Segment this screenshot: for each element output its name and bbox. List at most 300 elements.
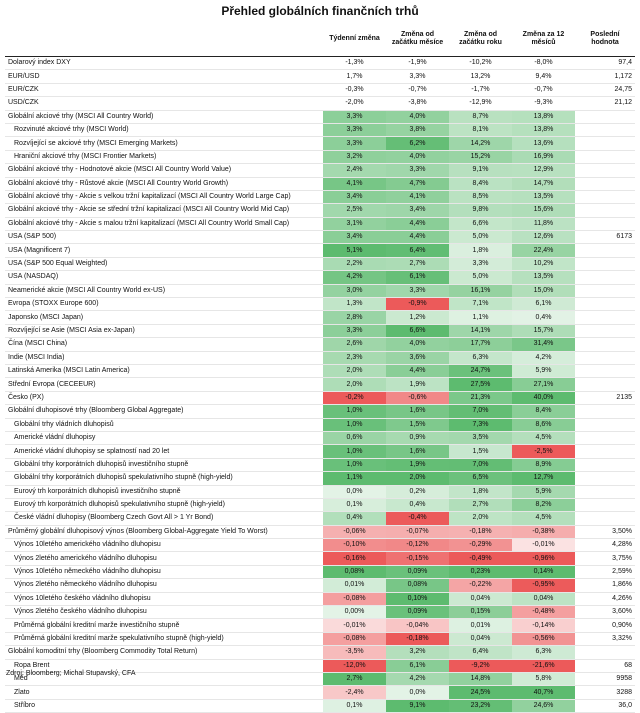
row-label: Americké vládní dluhopisy — [5, 431, 323, 444]
cell-last-value — [575, 498, 635, 511]
cell-weekly: -12,0% — [323, 659, 386, 672]
table-row — [5, 57, 635, 70]
cell-ytd: 6,3% — [449, 351, 512, 364]
table-row — [5, 445, 635, 458]
row-label: Rozvíjející se Asie (MSCI Asia ex-Japan) — [5, 324, 323, 337]
cell-last-value — [575, 204, 635, 217]
cell-last-value — [575, 458, 635, 471]
cell-mtd: 0,09% — [386, 606, 449, 619]
header-ytd: Změna od začátku roku — [449, 22, 512, 57]
cell-12m: 9,4% — [512, 70, 575, 83]
cell-mtd: -0,07% — [386, 525, 449, 538]
cell-mtd: -0,6% — [386, 391, 449, 404]
cell-last-value: 0,90% — [575, 619, 635, 632]
cell-last-value — [575, 164, 635, 177]
cell-last-value: 21,12 — [575, 97, 635, 110]
cell-mtd: 0,10% — [386, 592, 449, 605]
cell-mtd: -0,04% — [386, 619, 449, 632]
row-label: Globální akciové trhy - Akcie se střední tržní kapitalizací (MSCI All Country World Mid Cap) — [5, 204, 323, 217]
cell-last-value — [575, 485, 635, 498]
cell-ytd: 1,1% — [449, 311, 512, 324]
cell-mtd: 1,5% — [386, 418, 449, 431]
cell-last-value: 3,32% — [575, 632, 635, 645]
table-row — [5, 324, 635, 337]
cell-mtd: 3,3% — [386, 284, 449, 297]
cell-last-value — [575, 646, 635, 659]
cell-mtd: -1,9% — [386, 57, 449, 70]
row-label: Globální akciové trhy - Akcie s velkou tržní kapitalizací (MSCI All Country World Large Cap) — [5, 190, 323, 203]
row-label: Průměrná globální kreditní marže investičního stupně — [5, 619, 323, 632]
cell-12m: 8,2% — [512, 498, 575, 511]
cell-weekly: 2,0% — [323, 364, 386, 377]
cell-weekly: 2,2% — [323, 257, 386, 270]
row-label: Dolarový index DXY — [5, 57, 323, 70]
row-label: USA (S&P 500) — [5, 231, 323, 244]
cell-12m: -8,0% — [512, 57, 575, 70]
cell-last-value — [575, 217, 635, 230]
cell-12m: 0,04% — [512, 592, 575, 605]
cell-ytd: -0,18% — [449, 525, 512, 538]
header-12m: Změna za 12 měsíců — [512, 22, 575, 57]
table-row — [5, 217, 635, 230]
cell-last-value: 1,86% — [575, 579, 635, 592]
cell-ytd: 8,7% — [449, 110, 512, 123]
table-row — [5, 97, 635, 110]
cell-12m: -9,3% — [512, 97, 575, 110]
cell-last-value: 1,172 — [575, 70, 635, 83]
cell-12m: 8,6% — [512, 418, 575, 431]
cell-weekly: 4,2% — [323, 271, 386, 284]
cell-12m: -2,5% — [512, 445, 575, 458]
row-label: Latinská Amerika (MSCI Latin America) — [5, 364, 323, 377]
row-label: EUR/USD — [5, 70, 323, 83]
cell-ytd: 8,5% — [449, 190, 512, 203]
row-label: Stříbro — [5, 699, 323, 712]
cell-weekly: 0,01% — [323, 579, 386, 592]
cell-ytd: 2,7% — [449, 498, 512, 511]
table-header — [5, 22, 635, 57]
cell-mtd: 4,4% — [386, 364, 449, 377]
cell-last-value — [575, 137, 635, 150]
cell-last-value — [575, 244, 635, 257]
cell-ytd: 7,3% — [449, 418, 512, 431]
cell-12m: 24,6% — [512, 699, 575, 712]
cell-mtd: 3,2% — [386, 646, 449, 659]
cell-weekly: 4,1% — [323, 177, 386, 190]
row-label: Japonsko (MSCI Japan) — [5, 311, 323, 324]
cell-mtd: 0,9% — [386, 431, 449, 444]
cell-12m: 15,7% — [512, 324, 575, 337]
table-row — [5, 646, 635, 659]
cell-mtd: 3,8% — [386, 123, 449, 136]
cell-weekly: 3,1% — [323, 217, 386, 230]
cell-last-value — [575, 123, 635, 136]
cell-last-value — [575, 338, 635, 351]
cell-weekly: -0,3% — [323, 83, 386, 96]
table-row — [5, 418, 635, 431]
cell-ytd: 8,4% — [449, 177, 512, 190]
row-label: Výnos 10letého amerického vládního dluhopisu — [5, 539, 323, 552]
cell-last-value — [575, 271, 635, 284]
cell-ytd: 24,5% — [449, 686, 512, 699]
cell-mtd: 4,0% — [386, 110, 449, 123]
cell-last-value — [575, 351, 635, 364]
table-row — [5, 137, 635, 150]
table-row — [5, 351, 635, 364]
cell-mtd: 1,6% — [386, 405, 449, 418]
row-label: České vládní dluhopisy (Bloomberg Czech Govt All > 1 Yr Bond) — [5, 512, 323, 525]
table-row — [5, 565, 635, 578]
cell-ytd: 9,8% — [449, 204, 512, 217]
cell-12m: 4,5% — [512, 512, 575, 525]
table-row — [5, 686, 635, 699]
header-mtd: Změna od začátku měsíce — [386, 22, 449, 57]
cell-ytd: -0,49% — [449, 552, 512, 565]
cell-ytd: 6,6% — [449, 217, 512, 230]
cell-ytd: 13,2% — [449, 70, 512, 83]
row-label: EUR/CZK — [5, 83, 323, 96]
cell-weekly: 2,7% — [323, 672, 386, 685]
cell-weekly: 3,2% — [323, 150, 386, 163]
cell-mtd: 9,1% — [386, 699, 449, 712]
table-row — [5, 539, 635, 552]
cell-ytd: 5,0% — [449, 231, 512, 244]
row-label: Výnos 2letého amerického vládního dluhopisu — [5, 552, 323, 565]
cell-ytd: 21,3% — [449, 391, 512, 404]
cell-ytd: 7,0% — [449, 458, 512, 471]
cell-12m: 12,7% — [512, 472, 575, 485]
table-row — [5, 364, 635, 377]
cell-last-value: 3,60% — [575, 606, 635, 619]
cell-ytd: 24,7% — [449, 364, 512, 377]
table-row — [5, 592, 635, 605]
cell-weekly: -0,2% — [323, 391, 386, 404]
table-row — [5, 338, 635, 351]
cell-weekly: 1,0% — [323, 418, 386, 431]
cell-ytd: -10,2% — [449, 57, 512, 70]
cell-weekly: 3,3% — [323, 324, 386, 337]
table-row — [5, 70, 635, 83]
cell-12m: -0,48% — [512, 606, 575, 619]
cell-12m: 8,4% — [512, 405, 575, 418]
cell-mtd: 1,2% — [386, 311, 449, 324]
cell-12m: -0,38% — [512, 525, 575, 538]
cell-ytd: 3,5% — [449, 431, 512, 444]
source-note: Zdroj: Bloomberg; Michal Stupavský, CFA — [6, 670, 136, 677]
cell-ytd: 15,2% — [449, 150, 512, 163]
cell-weekly: 3,3% — [323, 110, 386, 123]
table-row — [5, 391, 635, 404]
table-row — [5, 164, 635, 177]
cell-mtd: 6,1% — [386, 271, 449, 284]
cell-ytd: 0,04% — [449, 592, 512, 605]
row-label: Průměrná globální kreditní marže spekulativního stupně (high-yield) — [5, 632, 323, 645]
cell-12m: 13,8% — [512, 110, 575, 123]
row-label: Střední Evropa (CECEEUR) — [5, 378, 323, 391]
table-row — [5, 204, 635, 217]
cell-12m: 13,6% — [512, 137, 575, 150]
cell-mtd: 6,1% — [386, 659, 449, 672]
cell-12m: -0,95% — [512, 579, 575, 592]
cell-weekly: 2,8% — [323, 311, 386, 324]
row-label: Globální akciové trhy - Růstové akcie (MSCI All Country World Growth) — [5, 177, 323, 190]
cell-mtd: 1,9% — [386, 378, 449, 391]
cell-last-value — [575, 418, 635, 431]
cell-weekly: 0,0% — [323, 485, 386, 498]
cell-12m: 5,9% — [512, 485, 575, 498]
row-label: Globální komoditní trhy (Bloomberg Commodity Total Return) — [5, 646, 323, 659]
table-row — [5, 177, 635, 190]
cell-12m: 27,1% — [512, 378, 575, 391]
cell-weekly: 5,1% — [323, 244, 386, 257]
row-label: Evropa (STOXX Europe 600) — [5, 298, 323, 311]
cell-mtd: 6,2% — [386, 137, 449, 150]
cell-12m: 6,1% — [512, 298, 575, 311]
cell-last-value — [575, 512, 635, 525]
cell-mtd: 6,6% — [386, 324, 449, 337]
cell-weekly: 1,0% — [323, 445, 386, 458]
row-label: Zlato — [5, 686, 323, 699]
header-weekly: Týdenní změna — [323, 22, 386, 57]
table-row — [5, 110, 635, 123]
cell-mtd: 3,4% — [386, 204, 449, 217]
cell-12m: 15,0% — [512, 284, 575, 297]
cell-mtd: 1,9% — [386, 458, 449, 471]
cell-ytd: 7,1% — [449, 298, 512, 311]
cell-12m: 31,4% — [512, 338, 575, 351]
cell-12m: 8,9% — [512, 458, 575, 471]
cell-ytd: -0,22% — [449, 579, 512, 592]
table-row — [5, 231, 635, 244]
header-last: Poslední hodnota — [575, 22, 635, 57]
row-label: USD/CZK — [5, 97, 323, 110]
cell-weekly: 0,08% — [323, 565, 386, 578]
cell-12m: 12,6% — [512, 231, 575, 244]
table-row — [5, 472, 635, 485]
cell-12m: -0,7% — [512, 83, 575, 96]
cell-last-value: 9958 — [575, 672, 635, 685]
cell-weekly: -3,5% — [323, 646, 386, 659]
row-label: Průměrný globální dluhopisový výnos (Bloomberg Global-Aggregate Yield To Worst) — [5, 525, 323, 538]
table-row — [5, 190, 635, 203]
table-row — [5, 619, 635, 632]
row-label: USA (Magnificent 7) — [5, 244, 323, 257]
table-row — [5, 458, 635, 471]
cell-last-value — [575, 284, 635, 297]
cell-weekly: 0,1% — [323, 699, 386, 712]
table-row — [5, 284, 635, 297]
cell-last-value — [575, 445, 635, 458]
cell-weekly: -0,10% — [323, 539, 386, 552]
cell-ytd: 8,1% — [449, 123, 512, 136]
cell-weekly: -1,3% — [323, 57, 386, 70]
cell-ytd: 0,04% — [449, 632, 512, 645]
cell-last-value — [575, 472, 635, 485]
cell-ytd: 0,23% — [449, 565, 512, 578]
row-label: Rozvinuté akciové trhy (MSCI World) — [5, 123, 323, 136]
cell-weekly: -0,06% — [323, 525, 386, 538]
cell-ytd: 1,8% — [449, 244, 512, 257]
cell-mtd: 0,08% — [386, 579, 449, 592]
table-row — [5, 378, 635, 391]
cell-ytd: 1,8% — [449, 485, 512, 498]
cell-12m: 22,4% — [512, 244, 575, 257]
cell-mtd: -0,9% — [386, 298, 449, 311]
cell-12m: 4,2% — [512, 351, 575, 364]
cell-ytd: 27,5% — [449, 378, 512, 391]
cell-ytd: 0,01% — [449, 619, 512, 632]
cell-weekly: 1,7% — [323, 70, 386, 83]
cell-12m: 6,3% — [512, 646, 575, 659]
cell-weekly: -2,4% — [323, 686, 386, 699]
cell-12m: 0,4% — [512, 311, 575, 324]
cell-mtd: 4,4% — [386, 231, 449, 244]
cell-ytd: 6,4% — [449, 646, 512, 659]
cell-weekly: 2,3% — [323, 351, 386, 364]
cell-weekly: 0,4% — [323, 512, 386, 525]
row-label: Hraniční akciové trhy (MSCI Frontier Markets) — [5, 150, 323, 163]
cell-last-value — [575, 177, 635, 190]
cell-12m: -0,14% — [512, 619, 575, 632]
cell-12m: 13,5% — [512, 190, 575, 203]
page-title: Přehled globálních finančních trhů — [221, 4, 419, 18]
cell-mtd: 1,6% — [386, 445, 449, 458]
cell-weekly: 1,1% — [323, 472, 386, 485]
markets-table — [5, 22, 635, 713]
cell-weekly: 2,5% — [323, 204, 386, 217]
cell-12m: 10,2% — [512, 257, 575, 270]
cell-ytd: 6,5% — [449, 472, 512, 485]
cell-last-value: 24,75 — [575, 83, 635, 96]
cell-weekly: -0,01% — [323, 619, 386, 632]
row-label: Výnos 10letého českého vládního dluhopisu — [5, 592, 323, 605]
cell-mtd: -0,4% — [386, 512, 449, 525]
cell-12m: 0,14% — [512, 565, 575, 578]
cell-last-value: 97,4 — [575, 57, 635, 70]
cell-ytd: 0,15% — [449, 606, 512, 619]
cell-mtd: -0,18% — [386, 632, 449, 645]
table-row — [5, 123, 635, 136]
cell-weekly: 3,4% — [323, 190, 386, 203]
cell-mtd: 3,3% — [386, 70, 449, 83]
cell-weekly: -0,16% — [323, 552, 386, 565]
table-row — [5, 632, 635, 645]
cell-weekly: -0,08% — [323, 632, 386, 645]
cell-last-value — [575, 405, 635, 418]
table-row — [5, 244, 635, 257]
row-label: Měď — [5, 672, 323, 685]
cell-12m: 14,7% — [512, 177, 575, 190]
cell-12m: 13,8% — [512, 123, 575, 136]
cell-weekly: 2,6% — [323, 338, 386, 351]
cell-ytd: 17,7% — [449, 338, 512, 351]
cell-12m: 40,7% — [512, 686, 575, 699]
cell-weekly: 3,0% — [323, 284, 386, 297]
cell-ytd: -0,29% — [449, 539, 512, 552]
cell-last-value — [575, 110, 635, 123]
cell-mtd: 6,4% — [386, 244, 449, 257]
table-row — [5, 431, 635, 444]
cell-12m: 5,8% — [512, 672, 575, 685]
row-label: USA (S&P 500 Equal Weighted) — [5, 257, 323, 270]
cell-last-value: 36,0 — [575, 699, 635, 712]
cell-mtd: 0,09% — [386, 565, 449, 578]
cell-weekly: 0,1% — [323, 498, 386, 511]
table-row — [5, 699, 635, 712]
cell-ytd: 23,2% — [449, 699, 512, 712]
cell-mtd: 0,0% — [386, 686, 449, 699]
cell-mtd: 0,4% — [386, 498, 449, 511]
cell-ytd: -9,2% — [449, 659, 512, 672]
cell-weekly: -2,0% — [323, 97, 386, 110]
cell-mtd: 4,7% — [386, 177, 449, 190]
cell-last-value: 6173 — [575, 231, 635, 244]
table-row — [5, 606, 635, 619]
cell-mtd: 3,6% — [386, 351, 449, 364]
cell-last-value: 4,26% — [575, 592, 635, 605]
cell-weekly: 1,0% — [323, 458, 386, 471]
cell-last-value: 2135 — [575, 391, 635, 404]
cell-mtd: -0,7% — [386, 83, 449, 96]
table-row — [5, 579, 635, 592]
row-label: Indie (MSCI India) — [5, 351, 323, 364]
cell-weekly: 3,3% — [323, 137, 386, 150]
table-row — [5, 298, 635, 311]
cell-mtd: 3,3% — [386, 164, 449, 177]
cell-mtd: 4,4% — [386, 217, 449, 230]
row-label: Globální akciové trhy - Akcie s malou tržní kapitalizací (MSCI All Country World Small Cap) — [5, 217, 323, 230]
cell-12m: 11,8% — [512, 217, 575, 230]
cell-mtd: -0,15% — [386, 552, 449, 565]
row-label: USA (NASDAQ) — [5, 271, 323, 284]
cell-mtd: 0,2% — [386, 485, 449, 498]
cell-mtd: 2,7% — [386, 257, 449, 270]
cell-12m: 4,5% — [512, 431, 575, 444]
cell-weekly: 2,4% — [323, 164, 386, 177]
table-row — [5, 552, 635, 565]
row-label: Ropa Brent — [5, 659, 323, 672]
cell-mtd: 4,1% — [386, 190, 449, 203]
cell-last-value — [575, 378, 635, 391]
row-label: Výnos 2letého německého vládního dluhopisu — [5, 579, 323, 592]
cell-last-value — [575, 150, 635, 163]
table-row — [5, 498, 635, 511]
cell-ytd: 7,0% — [449, 405, 512, 418]
row-label: Globální dluhopisové trhy (Bloomberg Global Aggregate) — [5, 405, 323, 418]
cell-ytd: 14,1% — [449, 324, 512, 337]
row-label: Americké vládní dluhopisy se splatností nad 20 let — [5, 445, 323, 458]
table-row — [5, 150, 635, 163]
cell-weekly: 3,4% — [323, 231, 386, 244]
cell-12m: 40,0% — [512, 391, 575, 404]
row-label: Globální akciové trhy (MSCI All Country World) — [5, 110, 323, 123]
cell-12m: 5,9% — [512, 364, 575, 377]
cell-ytd: 2,0% — [449, 512, 512, 525]
cell-last-value: 3,50% — [575, 525, 635, 538]
row-label: Globální akciové trhy - Hodnotové akcie (MSCI All Country World Value) — [5, 164, 323, 177]
table-row — [5, 525, 635, 538]
cell-last-value: 4,28% — [575, 539, 635, 552]
cell-12m: -21,6% — [512, 659, 575, 672]
cell-weekly: 0,6% — [323, 431, 386, 444]
cell-weekly: 0,00% — [323, 606, 386, 619]
row-label: Čína (MSCI China) — [5, 338, 323, 351]
row-label: Globální trhy korporátních dluhopisů spekulativního stupně (high-yield) — [5, 472, 323, 485]
table-row — [5, 311, 635, 324]
cell-weekly: 1,3% — [323, 298, 386, 311]
table-row — [5, 257, 635, 270]
cell-mtd: -3,8% — [386, 97, 449, 110]
